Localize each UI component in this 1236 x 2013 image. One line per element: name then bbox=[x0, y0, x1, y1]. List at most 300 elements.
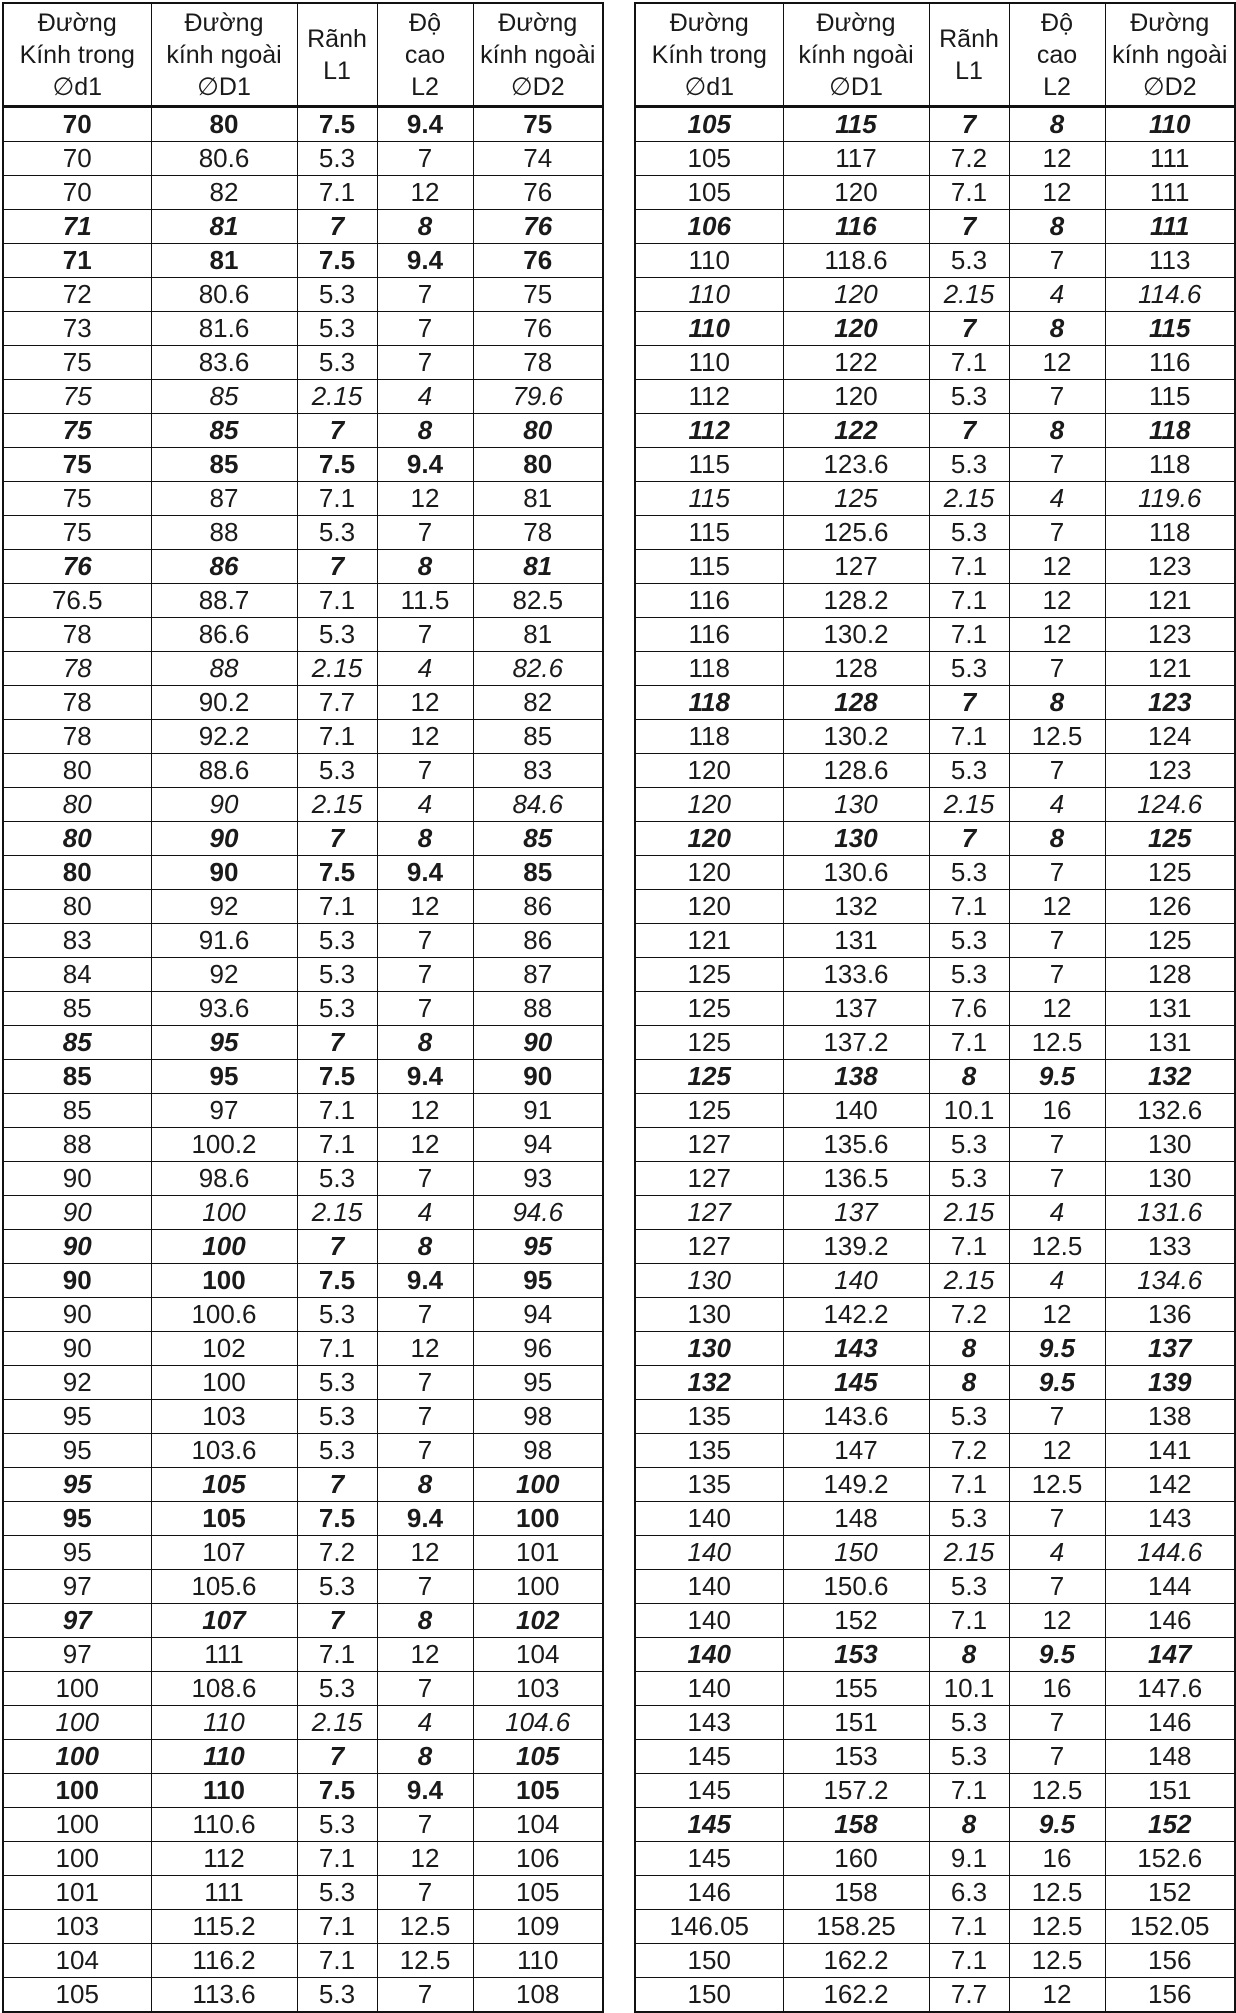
table-row bbox=[3, 1366, 603, 1400]
cell-groove-L1: 5.3 bbox=[929, 754, 1009, 788]
cell-groove-L1: 5.3 bbox=[297, 1400, 377, 1434]
cell-outer-diameter-D2: 105 bbox=[473, 1774, 603, 1808]
table-row bbox=[3, 1332, 603, 1366]
table-row bbox=[3, 176, 603, 210]
cell-outer-diameter-D2: 123 bbox=[1105, 686, 1235, 720]
table-row bbox=[635, 584, 1235, 618]
cell-outer-diameter-D1: 130.2 bbox=[783, 720, 929, 754]
cell-outer-diameter-D1: 150.6 bbox=[783, 1570, 929, 1604]
cell-inner-diameter-d1: 83 bbox=[3, 924, 151, 958]
table-row bbox=[635, 1060, 1235, 1094]
cell-height-L2: 7 bbox=[377, 1366, 473, 1400]
cell-outer-diameter-D1: 120 bbox=[783, 278, 929, 312]
cell-height-L2: 9.4 bbox=[377, 856, 473, 890]
cell-inner-diameter-d1: 135 bbox=[635, 1434, 783, 1468]
column-header-line: kính ngoài bbox=[1112, 40, 1228, 69]
cell-outer-diameter-D1: 103 bbox=[151, 1400, 297, 1434]
cell-height-L2: 12.5 bbox=[1009, 1468, 1105, 1502]
cell-groove-L1: 7 bbox=[929, 312, 1009, 346]
cell-outer-diameter-D2: 95 bbox=[473, 1366, 603, 1400]
cell-groove-L1: 7.1 bbox=[929, 1026, 1009, 1060]
cell-inner-diameter-d1: 100 bbox=[3, 1672, 151, 1706]
cell-outer-diameter-D1: 111 bbox=[151, 1638, 297, 1672]
column-header-height-L2 bbox=[1009, 3, 1105, 107]
cell-groove-L1: 9.1 bbox=[929, 1842, 1009, 1876]
cell-outer-diameter-D1: 85 bbox=[151, 380, 297, 414]
cell-height-L2: 8 bbox=[377, 1026, 473, 1060]
cell-outer-diameter-D2: 103 bbox=[473, 1672, 603, 1706]
table-row bbox=[3, 584, 603, 618]
column-header-line: Đường bbox=[669, 8, 749, 37]
cell-height-L2: 7 bbox=[377, 278, 473, 312]
cell-outer-diameter-D1: 91.6 bbox=[151, 924, 297, 958]
cell-groove-L1: 5.3 bbox=[297, 754, 377, 788]
table-row bbox=[635, 1400, 1235, 1434]
cell-outer-diameter-D2: 83 bbox=[473, 754, 603, 788]
cell-groove-L1: 5.3 bbox=[297, 992, 377, 1026]
cell-outer-diameter-D2: 79.6 bbox=[473, 380, 603, 414]
cell-groove-L1: 2.15 bbox=[929, 482, 1009, 516]
table-row bbox=[635, 1978, 1235, 2013]
cell-outer-diameter-D2: 151 bbox=[1105, 1774, 1235, 1808]
table-row bbox=[635, 1910, 1235, 1944]
table-row bbox=[3, 1468, 603, 1502]
cell-inner-diameter-d1: 78 bbox=[3, 720, 151, 754]
cell-inner-diameter-d1: 75 bbox=[3, 414, 151, 448]
cell-inner-diameter-d1: 127 bbox=[635, 1230, 783, 1264]
cell-inner-diameter-d1: 130 bbox=[635, 1264, 783, 1298]
cell-inner-diameter-d1: 95 bbox=[3, 1536, 151, 1570]
cell-height-L2: 7 bbox=[377, 754, 473, 788]
cell-outer-diameter-D2: 121 bbox=[1105, 584, 1235, 618]
table-header bbox=[3, 3, 603, 107]
column-header-groove-L1 bbox=[297, 3, 377, 107]
cell-inner-diameter-d1: 80 bbox=[3, 890, 151, 924]
cell-height-L2: 7 bbox=[377, 516, 473, 550]
table-row bbox=[3, 1502, 603, 1536]
table-row bbox=[3, 1026, 603, 1060]
cell-inner-diameter-d1: 110 bbox=[635, 278, 783, 312]
cell-height-L2: 7 bbox=[377, 924, 473, 958]
cell-inner-diameter-d1: 100 bbox=[3, 1808, 151, 1842]
cell-inner-diameter-d1: 110 bbox=[635, 346, 783, 380]
cell-inner-diameter-d1: 145 bbox=[635, 1740, 783, 1774]
cell-height-L2: 7 bbox=[1009, 380, 1105, 414]
cell-height-L2: 9.4 bbox=[377, 107, 473, 142]
cell-height-L2: 7 bbox=[377, 1298, 473, 1332]
cell-inner-diameter-d1: 150 bbox=[635, 1944, 783, 1978]
cell-inner-diameter-d1: 145 bbox=[635, 1842, 783, 1876]
cell-outer-diameter-D1: 115 bbox=[783, 107, 929, 142]
cell-outer-diameter-D2: 125 bbox=[1105, 856, 1235, 890]
cell-outer-diameter-D2: 76 bbox=[473, 312, 603, 346]
cell-outer-diameter-D2: 123 bbox=[1105, 550, 1235, 584]
cell-outer-diameter-D2: 144 bbox=[1105, 1570, 1235, 1604]
cell-height-L2: 7 bbox=[1009, 958, 1105, 992]
table-row bbox=[635, 822, 1235, 856]
column-header-line: Kính trong bbox=[651, 40, 767, 69]
column-header-line: ∅d1 bbox=[52, 72, 103, 101]
cell-inner-diameter-d1: 125 bbox=[635, 1060, 783, 1094]
cell-inner-diameter-d1: 145 bbox=[635, 1808, 783, 1842]
cell-groove-L1: 5.3 bbox=[929, 924, 1009, 958]
cell-inner-diameter-d1: 97 bbox=[3, 1570, 151, 1604]
cell-inner-diameter-d1: 80 bbox=[3, 856, 151, 890]
cell-height-L2: 9.5 bbox=[1009, 1366, 1105, 1400]
cell-height-L2: 7 bbox=[1009, 856, 1105, 890]
table-row bbox=[3, 1536, 603, 1570]
cell-outer-diameter-D2: 88 bbox=[473, 992, 603, 1026]
cell-groove-L1: 5.3 bbox=[297, 924, 377, 958]
cell-outer-diameter-D2: 85 bbox=[473, 856, 603, 890]
cell-groove-L1: 7.1 bbox=[297, 1910, 377, 1944]
cell-outer-diameter-D2: 119.6 bbox=[1105, 482, 1235, 516]
cell-inner-diameter-d1: 75 bbox=[3, 516, 151, 550]
cell-groove-L1: 5.3 bbox=[297, 1808, 377, 1842]
column-header-outer-diameter-D1 bbox=[783, 3, 929, 107]
cell-groove-L1: 7.5 bbox=[297, 1774, 377, 1808]
cell-outer-diameter-D1: 145 bbox=[783, 1366, 929, 1400]
cell-groove-L1: 5.3 bbox=[297, 1366, 377, 1400]
cell-inner-diameter-d1: 112 bbox=[635, 414, 783, 448]
cell-outer-diameter-D2: 74 bbox=[473, 142, 603, 176]
cell-height-L2: 7 bbox=[1009, 516, 1105, 550]
cell-groove-L1: 7.2 bbox=[297, 1536, 377, 1570]
cell-height-L2: 12 bbox=[1009, 890, 1105, 924]
cell-outer-diameter-D1: 87 bbox=[151, 482, 297, 516]
cell-height-L2: 7 bbox=[1009, 924, 1105, 958]
table-row bbox=[635, 1502, 1235, 1536]
cell-outer-diameter-D2: 101 bbox=[473, 1536, 603, 1570]
cell-inner-diameter-d1: 120 bbox=[635, 890, 783, 924]
table-row bbox=[635, 1026, 1235, 1060]
table-row bbox=[635, 958, 1235, 992]
cell-height-L2: 7 bbox=[377, 992, 473, 1026]
cell-outer-diameter-D1: 130.2 bbox=[783, 618, 929, 652]
cell-outer-diameter-D2: 148 bbox=[1105, 1740, 1235, 1774]
cell-outer-diameter-D2: 108 bbox=[473, 1978, 603, 2013]
cell-groove-L1: 7 bbox=[297, 1230, 377, 1264]
table-row bbox=[3, 1706, 603, 1740]
cell-groove-L1: 7.6 bbox=[929, 992, 1009, 1026]
cell-outer-diameter-D1: 128.2 bbox=[783, 584, 929, 618]
table-row bbox=[3, 1264, 603, 1298]
cell-inner-diameter-d1: 85 bbox=[3, 992, 151, 1026]
cell-outer-diameter-D2: 118 bbox=[1105, 414, 1235, 448]
table-row bbox=[635, 244, 1235, 278]
cell-outer-diameter-D1: 120 bbox=[783, 312, 929, 346]
cell-outer-diameter-D2: 85 bbox=[473, 720, 603, 754]
cell-groove-L1: 5.3 bbox=[929, 652, 1009, 686]
cell-groove-L1: 7 bbox=[297, 550, 377, 584]
cell-outer-diameter-D2: 125 bbox=[1105, 924, 1235, 958]
cell-groove-L1: 7.1 bbox=[297, 584, 377, 618]
cell-inner-diameter-d1: 72 bbox=[3, 278, 151, 312]
cell-height-L2: 12 bbox=[377, 890, 473, 924]
cell-outer-diameter-D2: 121 bbox=[1105, 652, 1235, 686]
cell-height-L2: 12.5 bbox=[377, 1910, 473, 1944]
cell-groove-L1: 8 bbox=[929, 1332, 1009, 1366]
cell-outer-diameter-D1: 122 bbox=[783, 346, 929, 380]
cell-groove-L1: 8 bbox=[929, 1366, 1009, 1400]
cell-groove-L1: 2.15 bbox=[297, 1196, 377, 1230]
cell-outer-diameter-D2: 82 bbox=[473, 686, 603, 720]
table-row bbox=[635, 448, 1235, 482]
cell-groove-L1: 7.7 bbox=[929, 1978, 1009, 2013]
cell-outer-diameter-D1: 112 bbox=[151, 1842, 297, 1876]
cell-groove-L1: 10.1 bbox=[929, 1672, 1009, 1706]
cell-groove-L1: 7.1 bbox=[929, 584, 1009, 618]
cell-outer-diameter-D2: 90 bbox=[473, 1060, 603, 1094]
cell-outer-diameter-D2: 76 bbox=[473, 210, 603, 244]
cell-outer-diameter-D2: 100 bbox=[473, 1502, 603, 1536]
cell-inner-diameter-d1: 70 bbox=[3, 176, 151, 210]
cell-inner-diameter-d1: 71 bbox=[3, 244, 151, 278]
cell-outer-diameter-D1: 85 bbox=[151, 414, 297, 448]
cell-height-L2: 4 bbox=[1009, 1196, 1105, 1230]
table-row bbox=[635, 1162, 1235, 1196]
cell-outer-diameter-D2: 93 bbox=[473, 1162, 603, 1196]
cell-inner-diameter-d1: 132 bbox=[635, 1366, 783, 1400]
cell-groove-L1: 7.1 bbox=[297, 890, 377, 924]
cell-outer-diameter-D2: 110 bbox=[473, 1944, 603, 1978]
cell-groove-L1: 5.3 bbox=[297, 1298, 377, 1332]
cell-height-L2: 8 bbox=[1009, 312, 1105, 346]
cell-outer-diameter-D1: 158 bbox=[783, 1808, 929, 1842]
cell-inner-diameter-d1: 85 bbox=[3, 1026, 151, 1060]
table-row bbox=[635, 1094, 1235, 1128]
cell-groove-L1: 5.3 bbox=[297, 1570, 377, 1604]
table-row bbox=[3, 754, 603, 788]
cell-inner-diameter-d1: 118 bbox=[635, 720, 783, 754]
cell-inner-diameter-d1: 100 bbox=[3, 1740, 151, 1774]
cell-height-L2: 8 bbox=[377, 1604, 473, 1638]
cell-height-L2: 7 bbox=[1009, 1400, 1105, 1434]
table-row bbox=[635, 516, 1235, 550]
column-header-line: L2 bbox=[411, 72, 439, 101]
cell-outer-diameter-D2: 87 bbox=[473, 958, 603, 992]
cell-groove-L1: 5.3 bbox=[929, 1400, 1009, 1434]
cell-height-L2: 12.5 bbox=[1009, 1774, 1105, 1808]
cell-groove-L1: 7.1 bbox=[929, 1468, 1009, 1502]
cell-outer-diameter-D2: 98 bbox=[473, 1400, 603, 1434]
cell-groove-L1: 2.15 bbox=[929, 1196, 1009, 1230]
cell-outer-diameter-D2: 94 bbox=[473, 1298, 603, 1332]
table-row bbox=[3, 244, 603, 278]
table-row bbox=[3, 1400, 603, 1434]
cell-outer-diameter-D2: 130 bbox=[1105, 1128, 1235, 1162]
cell-inner-diameter-d1: 116 bbox=[635, 618, 783, 652]
column-header-line: ∅D2 bbox=[510, 72, 565, 101]
cell-outer-diameter-D2: 82.6 bbox=[473, 652, 603, 686]
cell-height-L2: 9.5 bbox=[1009, 1808, 1105, 1842]
cell-groove-L1: 5.3 bbox=[929, 1502, 1009, 1536]
cell-groove-L1: 7 bbox=[929, 414, 1009, 448]
cell-outer-diameter-D1: 93.6 bbox=[151, 992, 297, 1026]
cell-inner-diameter-d1: 73 bbox=[3, 312, 151, 346]
cell-groove-L1: 7.5 bbox=[297, 856, 377, 890]
cell-outer-diameter-D1: 130 bbox=[783, 788, 929, 822]
cell-outer-diameter-D2: 111 bbox=[1105, 142, 1235, 176]
table-row bbox=[3, 686, 603, 720]
table-row bbox=[635, 176, 1235, 210]
cell-outer-diameter-D2: 80 bbox=[473, 414, 603, 448]
cell-outer-diameter-D1: 88 bbox=[151, 652, 297, 686]
cell-inner-diameter-d1: 100 bbox=[3, 1706, 151, 1740]
cell-groove-L1: 7.1 bbox=[929, 1774, 1009, 1808]
cell-inner-diameter-d1: 97 bbox=[3, 1604, 151, 1638]
column-header-line: ∅d1 bbox=[684, 72, 735, 101]
table-row bbox=[635, 1842, 1235, 1876]
column-header-line: ∅D2 bbox=[1142, 72, 1197, 101]
table-row bbox=[3, 890, 603, 924]
cell-outer-diameter-D1: 130.6 bbox=[783, 856, 929, 890]
cell-outer-diameter-D2: 76 bbox=[473, 244, 603, 278]
cell-groove-L1: 7.5 bbox=[297, 107, 377, 142]
cell-inner-diameter-d1: 118 bbox=[635, 686, 783, 720]
table-row bbox=[3, 788, 603, 822]
cell-groove-L1: 6.3 bbox=[929, 1876, 1009, 1910]
cell-outer-diameter-D2: 84.6 bbox=[473, 788, 603, 822]
table-row bbox=[635, 1672, 1235, 1706]
table-row bbox=[635, 1128, 1235, 1162]
cell-groove-L1: 5.3 bbox=[929, 448, 1009, 482]
cell-outer-diameter-D1: 153 bbox=[783, 1740, 929, 1774]
cell-inner-diameter-d1: 75 bbox=[3, 482, 151, 516]
cell-inner-diameter-d1: 75 bbox=[3, 346, 151, 380]
cell-height-L2: 4 bbox=[1009, 482, 1105, 516]
cell-groove-L1: 7.1 bbox=[297, 482, 377, 516]
table-row bbox=[3, 822, 603, 856]
cell-height-L2: 11.5 bbox=[377, 584, 473, 618]
cell-inner-diameter-d1: 127 bbox=[635, 1128, 783, 1162]
column-header-line: ∅D1 bbox=[829, 72, 883, 101]
cell-groove-L1: 7.2 bbox=[929, 1434, 1009, 1468]
cell-inner-diameter-d1: 146.05 bbox=[635, 1910, 783, 1944]
table-row bbox=[3, 1162, 603, 1196]
column-header-line: L1 bbox=[955, 56, 983, 85]
cell-outer-diameter-D1: 130 bbox=[783, 822, 929, 856]
table-row bbox=[635, 346, 1235, 380]
table-row bbox=[635, 1570, 1235, 1604]
cell-inner-diameter-d1: 97 bbox=[3, 1638, 151, 1672]
cell-inner-diameter-d1: 70 bbox=[3, 142, 151, 176]
table-row bbox=[3, 958, 603, 992]
cell-outer-diameter-D1: 100 bbox=[151, 1196, 297, 1230]
cell-height-L2: 8 bbox=[1009, 414, 1105, 448]
table-row bbox=[635, 856, 1235, 890]
cell-height-L2: 7 bbox=[1009, 754, 1105, 788]
cell-outer-diameter-D2: 143 bbox=[1105, 1502, 1235, 1536]
table-row bbox=[635, 1706, 1235, 1740]
table-row bbox=[635, 482, 1235, 516]
cell-outer-diameter-D1: 92 bbox=[151, 958, 297, 992]
cell-height-L2: 4 bbox=[1009, 278, 1105, 312]
table-row bbox=[635, 1536, 1235, 1570]
cell-inner-diameter-d1: 120 bbox=[635, 788, 783, 822]
cell-height-L2: 7 bbox=[377, 1672, 473, 1706]
cell-groove-L1: 8 bbox=[929, 1060, 1009, 1094]
cell-groove-L1: 5.3 bbox=[297, 1162, 377, 1196]
cell-groove-L1: 5.3 bbox=[929, 856, 1009, 890]
cell-inner-diameter-d1: 85 bbox=[3, 1060, 151, 1094]
cell-outer-diameter-D1: 128 bbox=[783, 686, 929, 720]
cell-outer-diameter-D2: 134.6 bbox=[1105, 1264, 1235, 1298]
cell-outer-diameter-D2: 123 bbox=[1105, 618, 1235, 652]
cell-groove-L1: 7.5 bbox=[297, 1264, 377, 1298]
cell-groove-L1: 2.15 bbox=[929, 1536, 1009, 1570]
cell-outer-diameter-D1: 142.2 bbox=[783, 1298, 929, 1332]
cell-outer-diameter-D2: 138 bbox=[1105, 1400, 1235, 1434]
cell-outer-diameter-D2: 78 bbox=[473, 346, 603, 380]
cell-height-L2: 8 bbox=[377, 1740, 473, 1774]
table-row bbox=[3, 550, 603, 584]
cell-outer-diameter-D2: 104.6 bbox=[473, 1706, 603, 1740]
cell-outer-diameter-D1: 88.6 bbox=[151, 754, 297, 788]
cell-inner-diameter-d1: 127 bbox=[635, 1162, 783, 1196]
cell-outer-diameter-D2: 86 bbox=[473, 924, 603, 958]
cell-height-L2: 9.5 bbox=[1009, 1332, 1105, 1366]
column-header-line: Đường bbox=[184, 8, 264, 37]
cell-outer-diameter-D2: 152 bbox=[1105, 1808, 1235, 1842]
cell-height-L2: 8 bbox=[377, 414, 473, 448]
cell-outer-diameter-D1: 143.6 bbox=[783, 1400, 929, 1434]
cell-outer-diameter-D1: 139.2 bbox=[783, 1230, 929, 1264]
cell-groove-L1: 7.1 bbox=[929, 550, 1009, 584]
cell-inner-diameter-d1: 90 bbox=[3, 1162, 151, 1196]
cell-inner-diameter-d1: 120 bbox=[635, 754, 783, 788]
cell-groove-L1: 2.15 bbox=[297, 788, 377, 822]
cell-height-L2: 4 bbox=[377, 1196, 473, 1230]
cell-inner-diameter-d1: 110 bbox=[635, 312, 783, 346]
cell-outer-diameter-D2: 144.6 bbox=[1105, 1536, 1235, 1570]
cell-outer-diameter-D1: 95 bbox=[151, 1060, 297, 1094]
cell-inner-diameter-d1: 85 bbox=[3, 1094, 151, 1128]
cell-inner-diameter-d1: 95 bbox=[3, 1468, 151, 1502]
cell-groove-L1: 5.3 bbox=[929, 244, 1009, 278]
cell-inner-diameter-d1: 100 bbox=[3, 1842, 151, 1876]
table-row bbox=[3, 1570, 603, 1604]
cell-groove-L1: 5.3 bbox=[297, 1434, 377, 1468]
cell-outer-diameter-D2: 75 bbox=[473, 107, 603, 142]
cell-groove-L1: 5.3 bbox=[297, 1876, 377, 1910]
column-header-line: Kính trong bbox=[19, 40, 135, 69]
table-row bbox=[3, 1298, 603, 1332]
cell-outer-diameter-D2: 118 bbox=[1105, 516, 1235, 550]
table-row bbox=[3, 652, 603, 686]
cell-outer-diameter-D1: 125 bbox=[783, 482, 929, 516]
table-row bbox=[635, 107, 1235, 142]
cell-outer-diameter-D2: 105 bbox=[473, 1876, 603, 1910]
cell-outer-diameter-D1: 107 bbox=[151, 1536, 297, 1570]
column-header-line: L2 bbox=[1043, 72, 1071, 101]
cell-height-L2: 7 bbox=[1009, 1162, 1105, 1196]
cell-inner-diameter-d1: 115 bbox=[635, 550, 783, 584]
cell-outer-diameter-D2: 75 bbox=[473, 278, 603, 312]
cell-inner-diameter-d1: 140 bbox=[635, 1672, 783, 1706]
table-row bbox=[635, 1774, 1235, 1808]
seal-size-table-right bbox=[634, 2, 1236, 2013]
cell-outer-diameter-D2: 152.05 bbox=[1105, 1910, 1235, 1944]
cell-height-L2: 12 bbox=[1009, 346, 1105, 380]
table-row bbox=[635, 1332, 1235, 1366]
cell-outer-diameter-D2: 113 bbox=[1105, 244, 1235, 278]
cell-outer-diameter-D2: 115 bbox=[1105, 312, 1235, 346]
cell-outer-diameter-D1: 100 bbox=[151, 1366, 297, 1400]
cell-inner-diameter-d1: 121 bbox=[635, 924, 783, 958]
cell-height-L2: 7 bbox=[377, 618, 473, 652]
cell-outer-diameter-D2: 102 bbox=[473, 1604, 603, 1638]
